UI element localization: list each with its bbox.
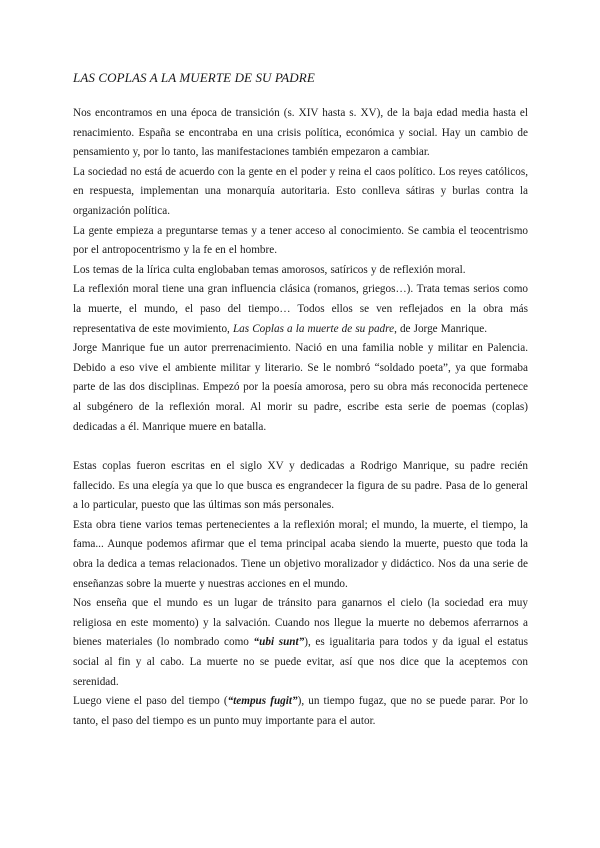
paragraph: Nos encontramos en una época de transición (s. XIV hasta s. XV), de la baja edad media hasta el renacimiento. España se encontraba en una crisis política, económica y social. Hay un cambio de pensamiento y, por lo tanto, las manifestaciones también empezaron a cambiar. bbox=[73, 107, 528, 159]
paragraph: La gente empieza a preguntarse temas y a tener acceso al conocimiento. Se cambia el teocentrismo por el antropocentrismo y la fe en el hombre. bbox=[73, 224, 528, 257]
paragraph-text: Nos enseña que el mundo es un lugar de tránsito para ganarnos el cielo (la sociedad era muy religiosa en este momento) y la salvación. Cuando nos llegue la muerte no debemos aferrarnos a bienes materiales (lo nombrado como bbox=[73, 597, 528, 649]
paragraph-text: Luego viene el paso del tiempo ( bbox=[73, 695, 228, 708]
latin-term: “ubi sunt” bbox=[253, 636, 305, 649]
paragraph-gap bbox=[73, 437, 528, 457]
work-title: Las Coplas a la muerte de su padre bbox=[232, 322, 395, 335]
paragraph: Jorge Manrique fue un autor prerrenacimiento. Nació en una familia noble y militar en Palencia. Debido a eso vive el ambiente militar y literario. Se le nombró “soldado poeta”, ya que formaba parte de las dos disciplinas. Empezó por la poesía amorosa, pero su obra más reconocida pertenece al subgénero de la reflexión moral. Al morir su padre, escribe esta serie de poemas (coplas) dedicadas a él. Manrique muere en batalla. bbox=[73, 342, 528, 433]
paragraph-text: ), un tiempo fugaz, que no se puede parar. Por lo tanto, el paso del tiempo es un punto muy importante para el autor. bbox=[73, 695, 528, 727]
paragraph bbox=[73, 594, 528, 692]
paragraph-text: La reflexión moral tiene una gran influencia clásica (romanos, griegos…). Trata temas serios como la muerte, el mundo, el paso del tiempo… Todos ellos se ven reflejados en la obra más representativa de este movimiento, bbox=[73, 283, 528, 335]
latin-term: “tempus fugit” bbox=[227, 695, 298, 708]
paragraph-text: ), es igualitaria para todos y da igual el estatus social al fin y al cabo. La muerte no se puede evitar, así que nos dice que la aceptemos con serenidad. bbox=[73, 636, 528, 688]
paragraph-text: , de Jorge Manrique. bbox=[394, 322, 488, 335]
paragraph: Estas coplas fueron escritas en el siglo XV y dedicadas a Rodrigo Manrique, su padre recién fallecido. Es una elegía ya que lo que busca es engrandecer la figura de su padre. Pasa de lo general a lo particular, puesto que las últimas son más personales. bbox=[73, 460, 528, 512]
paragraph: Esta obra tiene varios temas pertenecientes a la reflexión moral; el mundo, la muerte, el tiempo, la fama... Aunque podemos afirmar que el tema principal acaba siendo la muerte, puesto que toda la obra la dedica a temas relacionados. Tiene un objetivo moralizador y didáctico. Nos da una serie de enseñanzas sobre la muerte y nuestras acciones en el mundo. bbox=[73, 518, 528, 590]
paragraph bbox=[73, 280, 528, 339]
paragraph bbox=[73, 692, 528, 731]
document-title: LAS COPLAS A LA MUERTE DE SU PADRE bbox=[73, 70, 315, 85]
paragraph: Los temas de la lírica culta englobaban temas amorosos, satíricos y de reflexión moral. bbox=[73, 263, 466, 276]
document-page bbox=[73, 70, 528, 731]
paragraph: La sociedad no está de acuerdo con la gente en el poder y reina el caos político. Los reyes católicos, en respuesta, implementan una monarquía autoritaria. Esto conlleva sátiras y burlas contra la organización política. bbox=[73, 165, 528, 217]
